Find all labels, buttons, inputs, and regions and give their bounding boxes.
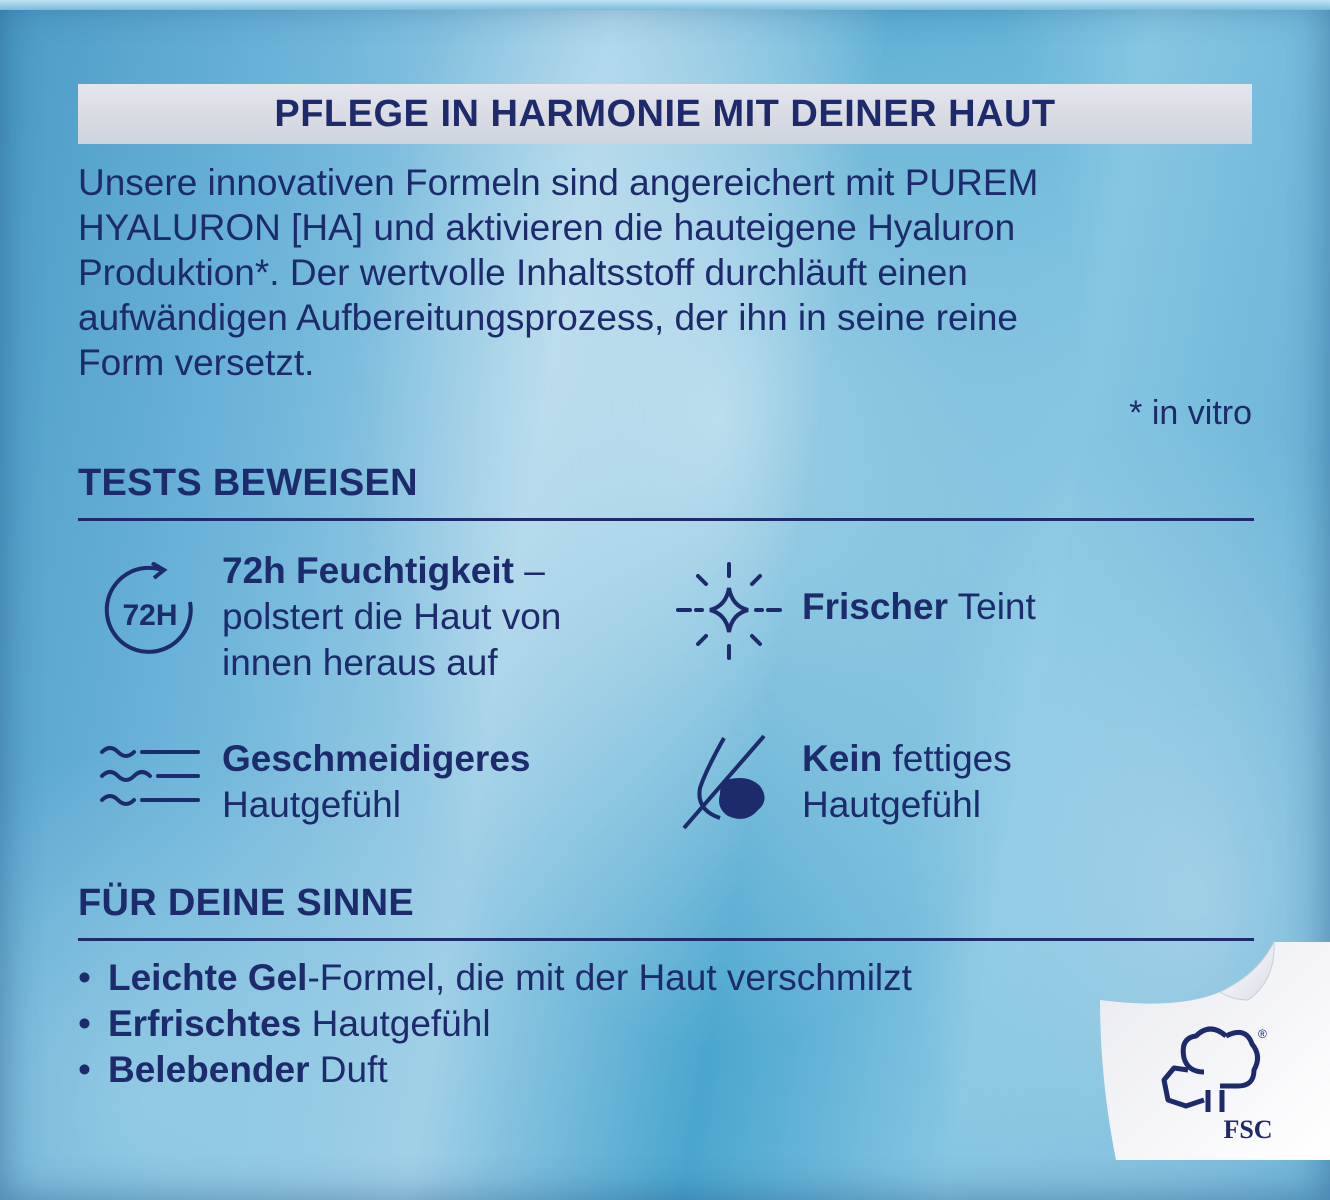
feature-smooth — [222, 736, 530, 828]
senses-list — [78, 955, 912, 1093]
intro-line: HYALURON [HA] und aktivieren die hauteigene Hyaluron — [78, 207, 1016, 248]
list-item-bold: Leichte Gel — [108, 957, 308, 998]
feature-text: fettiges — [882, 738, 1012, 779]
list-item-bold: Erfrischtes — [108, 1003, 302, 1044]
svg-text:72H: 72H — [122, 599, 178, 632]
feature-fresh — [802, 584, 1036, 630]
page-title: PFLEGE IN HARMONIE MIT DEINER HAUT — [274, 92, 1056, 135]
svg-text:®: ® — [1258, 1027, 1267, 1041]
divider — [78, 938, 1254, 941]
tests-heading: TESTS BEWEISEN — [78, 462, 418, 504]
divider — [78, 518, 1254, 521]
senses-heading: FÜR DEINE SINNE — [78, 882, 414, 924]
feature-text: Teint — [948, 586, 1036, 627]
bullet: • — [78, 1003, 91, 1044]
svg-text:FSC: FSC — [1223, 1115, 1273, 1144]
list-item — [78, 1047, 912, 1093]
no-oil-drop-icon — [676, 730, 780, 834]
feature-title: Kein — [802, 738, 883, 779]
clock-72h-icon — [100, 562, 200, 662]
waves-icon — [98, 742, 202, 814]
title-bar — [78, 84, 1252, 144]
list-item-text: Duft — [309, 1049, 388, 1090]
sparkle-icon — [676, 562, 782, 662]
feature-title: 72h Feuchtigkeit — [222, 550, 514, 591]
feature-title: Geschmeidigeres — [222, 738, 531, 779]
fsc-label — [1098, 940, 1330, 1160]
feature-title: Frischer — [802, 586, 949, 627]
bullet: • — [78, 1049, 91, 1090]
intro-text — [78, 160, 1258, 385]
panel-edge — [0, 0, 1330, 10]
intro-line: Form versetzt. — [78, 342, 315, 383]
intro-line: Produktion*. Der wertvolle Inhaltsstoff durchläuft einen — [78, 252, 968, 293]
intro-line: aufwändigen Aufbereitungsprozess, der ihn in seine reine — [78, 297, 1019, 338]
feature-text: Hautgefühl — [222, 784, 401, 825]
list-item-bold: Belebender — [108, 1049, 310, 1090]
footnote: * in vitro — [1129, 394, 1252, 432]
bullet: • — [78, 957, 91, 998]
intro-line: Unsere innovativen Formeln sind angereichert mit PUREM — [78, 162, 1039, 203]
feature-text: Hautgefühl — [802, 784, 981, 825]
feature-text: polstert die Haut von — [222, 596, 562, 637]
feature-text: – — [513, 550, 545, 591]
list-item — [78, 955, 912, 1001]
list-item-text: -Formel, die mit der Haut verschmilzt — [307, 957, 912, 998]
list-item-text: Hautgefühl — [301, 1003, 491, 1044]
list-item — [78, 1001, 912, 1047]
feature-text: innen heraus auf — [222, 642, 498, 683]
feature-non-greasy — [802, 736, 1012, 828]
feature-moisture — [222, 548, 561, 686]
